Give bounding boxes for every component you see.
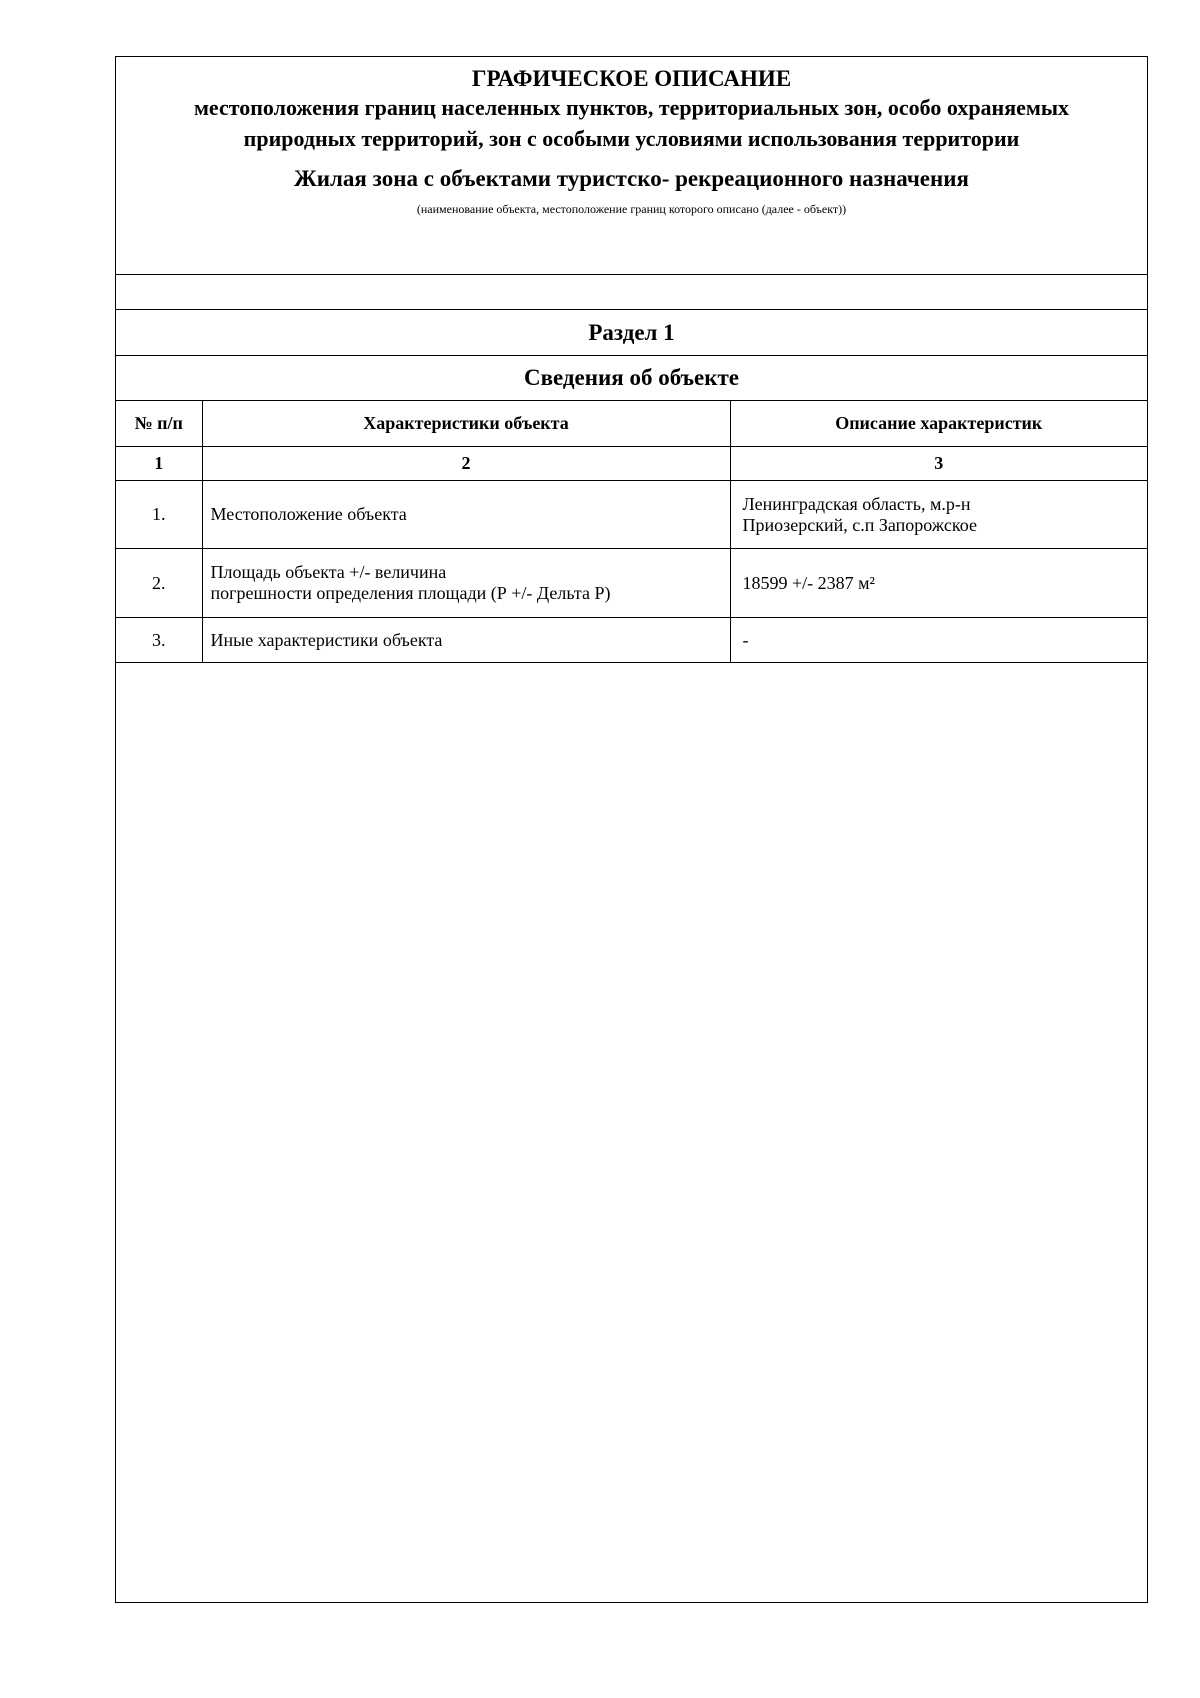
row-number: 3. (116, 618, 202, 663)
row-description: 18599 +/- 2387 м² (730, 549, 1147, 618)
object-info-table (116, 401, 1147, 663)
column-number: 3 (730, 447, 1147, 481)
row-characteristic: Площадь объекта +/- величина погрешности определения площади (Р +/- Дельта Р) (202, 549, 730, 618)
row-characteristic: Иные характеристики объекта (202, 618, 730, 663)
table-header-row (116, 401, 1147, 447)
row-number: 2. (116, 549, 202, 618)
table-row (116, 549, 1147, 618)
section-subtitle: Сведения об объекте (116, 356, 1147, 401)
document-frame (115, 56, 1148, 1603)
column-header: № п/п (116, 401, 202, 447)
column-header: Характеристики объекта (202, 401, 730, 447)
column-number: 2 (202, 447, 730, 481)
row-description: Ленинградская область, м.р-н Приозерский, с.п Запорожское (730, 481, 1147, 549)
column-number-row (116, 447, 1147, 481)
table-row (116, 618, 1147, 663)
row-description: - (730, 618, 1147, 663)
document-subtitle: местоположения границ населенных пунктов, территориальных зон, особо охраняемых природных территорий, зон с особыми условиями использования территории (193, 95, 1070, 151)
column-header: Описание характеристик (730, 401, 1147, 447)
document-title: ГРАФИЧЕСКОЕ ОПИСАНИЕ (471, 66, 792, 91)
column-number: 1 (116, 447, 202, 481)
section-title: Раздел 1 (116, 310, 1147, 356)
object-name-caption: (наименование объекта, местоположение границ которого описано (далее - объект)) (416, 202, 847, 216)
table-row (116, 481, 1147, 549)
object-name: Жилая зона с объектами туристско- рекреационного назначения (294, 166, 969, 191)
document-header (116, 57, 1147, 275)
empty-row (116, 275, 1147, 310)
row-characteristic: Местоположение объекта (202, 481, 730, 549)
row-number: 1. (116, 481, 202, 549)
